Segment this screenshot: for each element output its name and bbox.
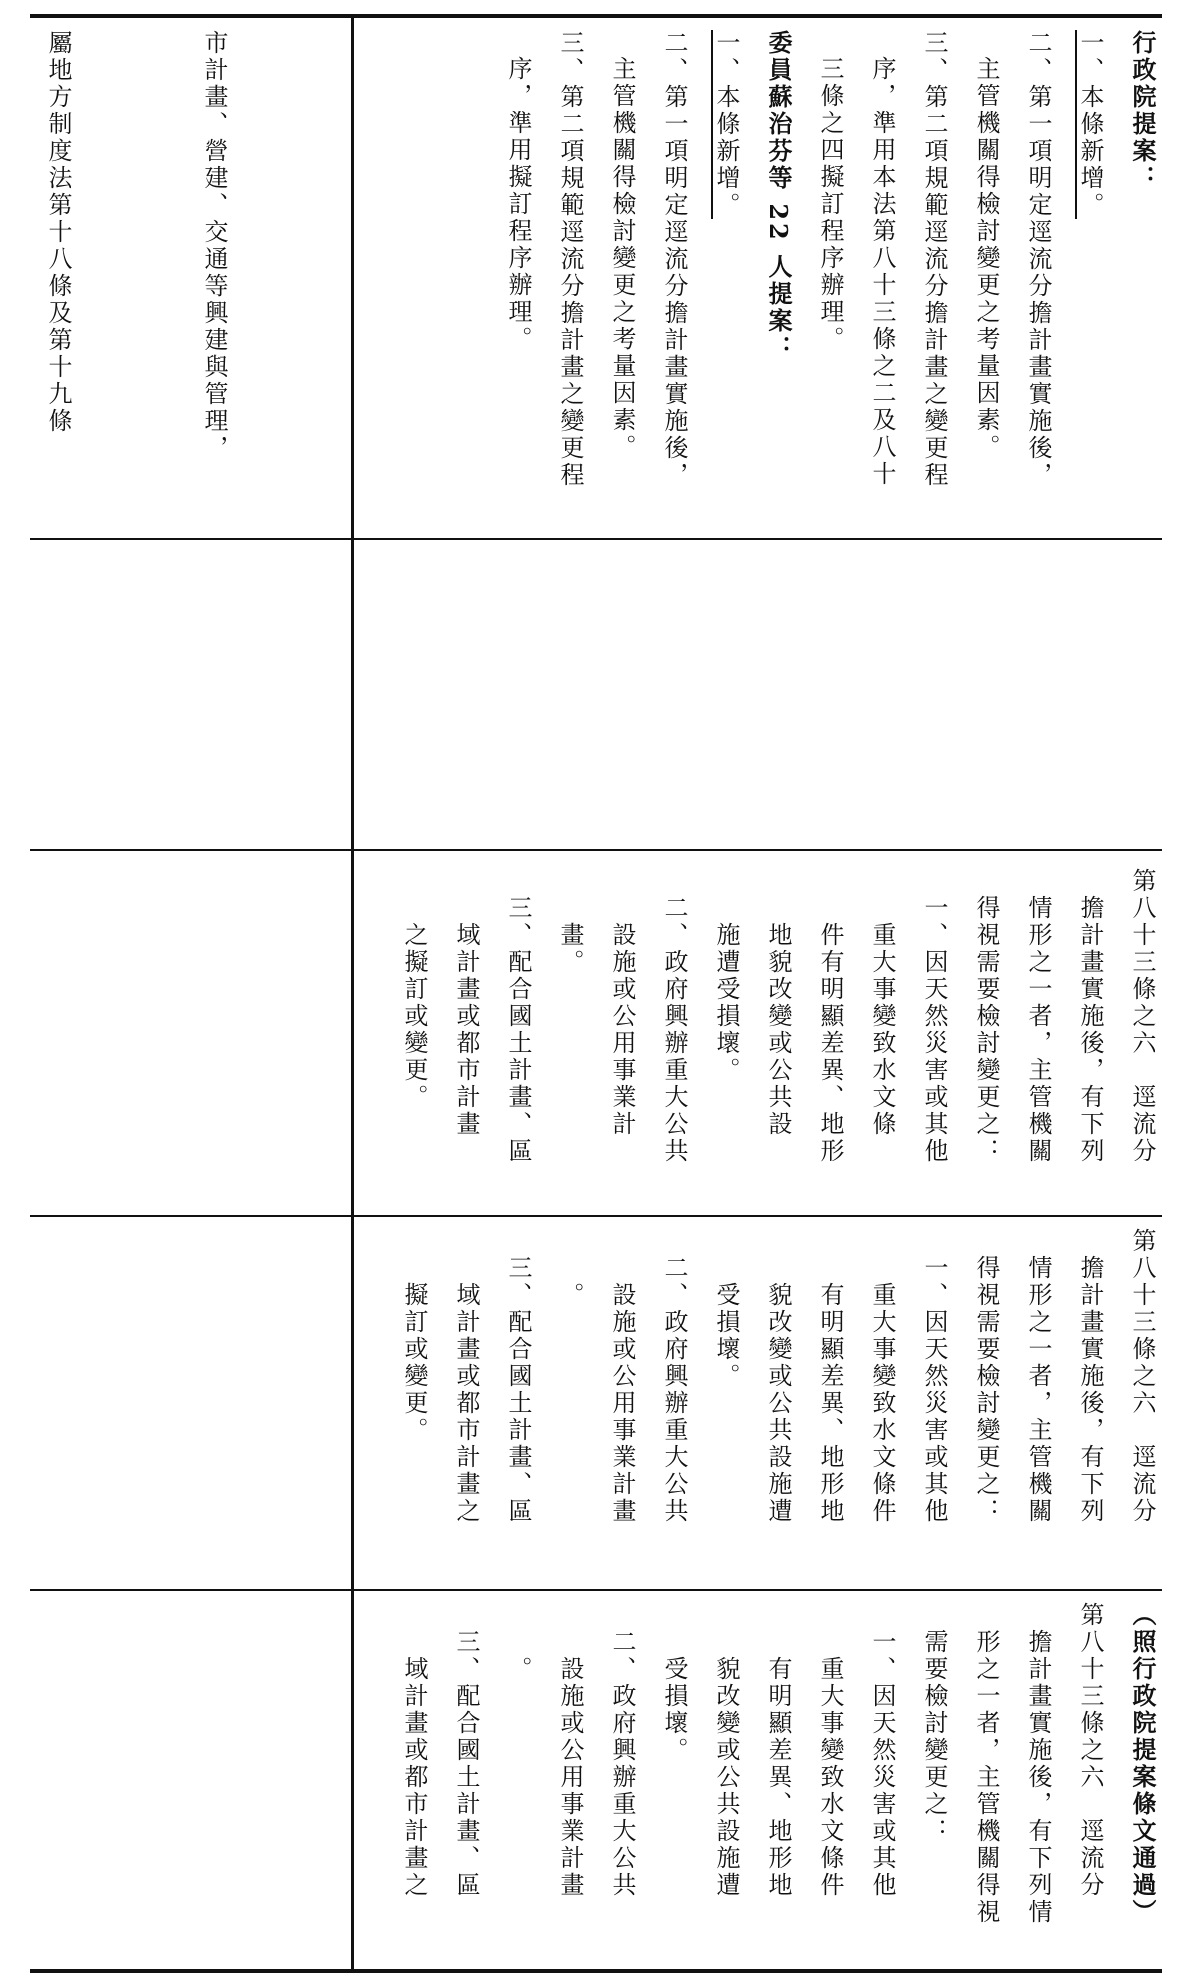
text-line: 得視需要檢討變更之： — [972, 1228, 1000, 1525]
text-line: 二、第一項明定逕流分擔計畫實施後， — [660, 30, 688, 489]
text-line: 設施或公用事業計畫 — [608, 1228, 636, 1525]
text-line: 第八十三條之六 逕流分 — [1128, 1228, 1156, 1525]
row3-article-text — [368, 868, 1168, 1208]
text-line: 一、因天然災害或其他 — [868, 1602, 896, 1899]
text-line: 序，準用本法第八十三條之二及八十 — [868, 56, 896, 488]
text-line: 三、配合國土計畫、區 — [504, 1228, 532, 1525]
text-line: 擔計畫實施後，有下列情 — [1024, 1602, 1052, 1926]
text-line: （照行政院提案條文通過） — [1128, 1602, 1157, 1926]
text-line: 域計畫或都市計畫之 — [452, 1228, 480, 1525]
text-line: 件有明顯差異、地形 — [816, 868, 844, 1165]
text-line: 序，準用擬訂程序辦理。 — [504, 56, 532, 353]
text-line: 域計畫或都市計畫 — [452, 868, 480, 1138]
text-line: 一、因天然災害或其他 — [920, 1228, 948, 1525]
text-line: 受損壞。 — [712, 1228, 740, 1390]
text-line: 情形之一者，主管機關 — [1024, 868, 1052, 1165]
text-line: 重大事變致水文條 — [868, 868, 896, 1138]
bottom-rule — [30, 1969, 1162, 1973]
text-line: 三、第二項規範逕流分擔計畫之變更程 — [920, 30, 948, 489]
text-line: 一、本條新增。 — [712, 30, 740, 219]
row5-article-text — [368, 1602, 1168, 1967]
text-line: 貌改變或公共設施遭 — [712, 1602, 740, 1899]
text-line: 二、政府興辦重大公共 — [660, 868, 688, 1165]
text-line: 三、配合國土計畫、區 — [452, 1602, 480, 1899]
text-line: 二、第一項明定逕流分擔計畫實施後， — [1024, 30, 1052, 489]
text-line: 擔計畫實施後，有下列 — [1076, 868, 1104, 1165]
text-line: 情形之一者，主管機關 — [1024, 1228, 1052, 1525]
text-line: 行政院提案： — [1128, 30, 1157, 192]
text-line: 有明顯差異、地形地 — [764, 1602, 792, 1899]
row-divider-1 — [30, 538, 1162, 540]
text-line: 。 — [504, 1602, 532, 1683]
text-line: 第八十三條之六 逕流分 — [1076, 1602, 1104, 1899]
row-divider-4 — [30, 1589, 1162, 1591]
text-line: 形之一者，主管機關得視 — [972, 1602, 1000, 1926]
text-line: 擔計畫實施後，有下列 — [1076, 1228, 1104, 1525]
text-line: 。 — [556, 1228, 584, 1309]
row1-left-line: 屬地方制度法第十八條及第十九條 — [44, 30, 72, 435]
text-line: 貌改變或公共設施遭 — [764, 1228, 792, 1525]
row-divider-2 — [30, 849, 1162, 851]
text-line: 三、配合國土計畫、區 — [504, 868, 532, 1165]
row4-article-text — [368, 1228, 1168, 1583]
text-line: 三、第二項規範逕流分擔計畫之變更程 — [556, 30, 584, 489]
text-line: 擬訂或變更。 — [400, 1228, 428, 1444]
column-divider — [351, 14, 354, 1973]
text-line: 域計畫或都市計畫之 — [400, 1602, 428, 1899]
top-rule — [30, 14, 1162, 18]
text-line: 一、本條新增。 — [1076, 30, 1104, 219]
text-line: 需要檢討變更之： — [920, 1602, 948, 1845]
text-line: 重大事變致水文條件 — [816, 1602, 844, 1899]
row-divider-3 — [30, 1215, 1162, 1217]
text-line: 主管機關得檢討變更之考量因素。 — [608, 56, 636, 461]
text-line: 地貌改變或公共設 — [764, 868, 792, 1138]
text-line: 重大事變致水文條件 — [868, 1228, 896, 1525]
text-line: 施遭受損壞。 — [712, 868, 740, 1084]
text-line: 二、政府興辦重大公共 — [660, 1228, 688, 1525]
text-line: 委員蘇治芬等 22 人提案： — [764, 30, 793, 363]
text-line: 得視需要檢討變更之： — [972, 868, 1000, 1165]
text-line: 之擬訂或變更。 — [400, 868, 428, 1111]
text-line: 一、因天然災害或其他 — [920, 868, 948, 1165]
row1-explanations — [368, 30, 1168, 530]
row1-left-line: 市計畫、營建、交通等興建與管理， — [200, 30, 228, 462]
text-line: 設施或公用事業計畫 — [556, 1602, 584, 1899]
text-line: 二、政府興辦重大公共 — [608, 1602, 636, 1899]
text-line: 主管機關得檢討變更之考量因素。 — [972, 56, 1000, 461]
text-line: 三條之四擬訂程序辦理。 — [816, 56, 844, 353]
text-line: 受損壞。 — [660, 1602, 688, 1764]
text-line: 畫。 — [556, 868, 584, 976]
text-line: 第八十三條之六 逕流分 — [1128, 868, 1156, 1165]
text-line: 有明顯差異、地形地 — [816, 1228, 844, 1525]
row1-left-text — [44, 30, 344, 530]
text-line: 設施或公用事業計 — [608, 868, 636, 1138]
